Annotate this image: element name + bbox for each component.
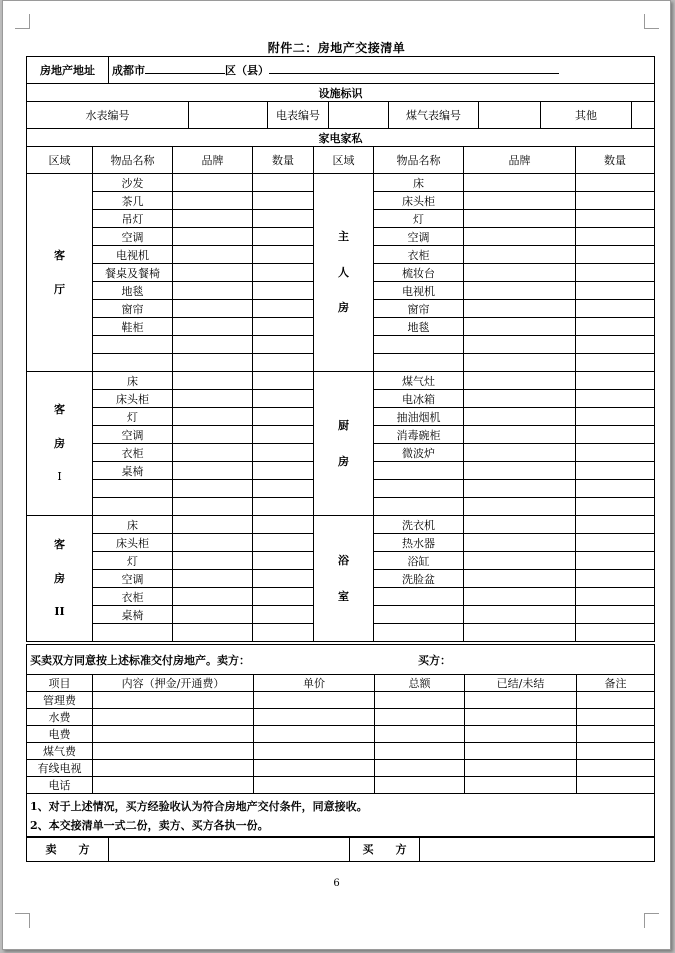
fee-cell: [465, 760, 577, 777]
fee-column-header: 内容（押金/开通费）: [93, 675, 254, 692]
fee-column-header: 项目: [27, 675, 93, 692]
fee-cell: [254, 726, 375, 743]
column-header: 品牌: [464, 147, 576, 174]
item-name: [93, 498, 173, 516]
fee-cell: [254, 692, 375, 709]
fee-cell: [465, 726, 577, 743]
area-right: [314, 174, 374, 372]
brand-cell: [173, 552, 253, 570]
fee-column-header: 单价: [254, 675, 375, 692]
item-name: [374, 480, 464, 498]
brand-cell: [464, 174, 576, 192]
fee-cell: [577, 709, 655, 726]
area-char: 厅: [54, 282, 65, 296]
item-name: 地毯: [374, 318, 464, 336]
fee-cell: [465, 692, 577, 709]
item-name: 微波炉: [374, 444, 464, 462]
document-page: [2, 0, 671, 950]
fee-item: 有线电视: [27, 760, 93, 777]
brand-cell: [173, 390, 253, 408]
item-name: [93, 336, 173, 354]
district-blank: [269, 63, 559, 74]
brand-cell: [173, 354, 253, 372]
brand-cell: [173, 570, 253, 588]
area-char: 室: [338, 589, 349, 603]
quantity-cell: [253, 408, 314, 426]
brand-cell: [464, 372, 576, 390]
item-name: 洗脸盆: [374, 570, 464, 588]
appliance-row: [27, 174, 655, 192]
brand-cell: [464, 624, 576, 642]
brand-cell: [464, 570, 576, 588]
area-char: 厨: [338, 418, 349, 432]
quantity-cell: [576, 606, 655, 624]
quantity-cell: [576, 570, 655, 588]
brand-cell: [173, 282, 253, 300]
item-name: 窗帘: [374, 300, 464, 318]
fee-cell: [375, 777, 465, 794]
fee-cell: [254, 709, 375, 726]
area-char: 房: [54, 571, 65, 585]
item-name: 梳妆台: [374, 264, 464, 282]
address-district: 区（县）: [225, 64, 269, 77]
quantity-cell: [253, 444, 314, 462]
fee-item: 电话: [27, 777, 93, 794]
quantity-cell: [576, 390, 655, 408]
fee-row: [27, 709, 655, 726]
area-char: 客: [54, 403, 65, 417]
corner-mark: [644, 14, 659, 29]
quantity-cell: [576, 588, 655, 606]
brand-cell: [464, 534, 576, 552]
quantity-cell: [253, 174, 314, 192]
fee-item: 煤气费: [27, 743, 93, 760]
item-name: 电视机: [93, 246, 173, 264]
item-name: [374, 624, 464, 642]
area-right: [314, 372, 374, 516]
quantity-cell: [576, 354, 655, 372]
address-table: [26, 56, 655, 84]
quantity-cell: [576, 318, 655, 336]
brand-cell: [464, 354, 576, 372]
facility-table: [26, 83, 655, 129]
brand-cell: [464, 516, 576, 534]
quantity-cell: [253, 498, 314, 516]
fee-row: [27, 743, 655, 760]
item-name: 桌椅: [93, 606, 173, 624]
area-char: 房: [338, 454, 349, 468]
fee-cell: [465, 743, 577, 760]
column-header: 物品名称: [374, 147, 464, 174]
column-header: 区域: [314, 147, 374, 174]
quantity-cell: [253, 210, 314, 228]
fee-cell: [375, 709, 465, 726]
seller-signature-field: [109, 837, 350, 862]
fee-cell: [93, 760, 254, 777]
item-name: 热水器: [374, 534, 464, 552]
quantity-cell: [253, 534, 314, 552]
column-header: 数量: [576, 147, 655, 174]
brand-cell: [173, 210, 253, 228]
corner-mark: [15, 913, 30, 928]
item-name: 桌椅: [93, 462, 173, 480]
fee-cell: [93, 743, 254, 760]
item-name: 茶几: [93, 192, 173, 210]
brand-cell: [173, 588, 253, 606]
brand-cell: [173, 318, 253, 336]
area-char: 浴: [338, 553, 349, 567]
quantity-cell: [253, 390, 314, 408]
quantity-cell: [253, 588, 314, 606]
area-char: 客: [54, 538, 65, 552]
fee-cell: [577, 760, 655, 777]
fee-cell: [577, 692, 655, 709]
fee-row: [27, 777, 655, 794]
notes-cell: [27, 794, 655, 838]
fee-cell: [254, 743, 375, 760]
note-line: 1、对于上述情况，买方经验收认为符合房地产交付条件，同意接收。: [30, 799, 368, 813]
area-left: [27, 372, 93, 516]
fee-cell: [577, 777, 655, 794]
fee-column-header: 备注: [577, 675, 655, 692]
quantity-cell: [253, 300, 314, 318]
quantity-cell: [253, 354, 314, 372]
gas-meter-value: [479, 102, 541, 129]
quantity-cell: [253, 570, 314, 588]
area-right: [314, 516, 374, 642]
quantity-cell: [253, 246, 314, 264]
item-name: [374, 498, 464, 516]
brand-cell: [173, 624, 253, 642]
item-name: [374, 588, 464, 606]
quantity-cell: [253, 192, 314, 210]
fee-column-header: 已结/未结: [465, 675, 577, 692]
area-char: 人: [338, 265, 349, 279]
item-name: 灯: [374, 210, 464, 228]
quantity-cell: [576, 498, 655, 516]
quantity-cell: [576, 210, 655, 228]
quantity-cell: [576, 246, 655, 264]
quantity-cell: [576, 480, 655, 498]
item-name: 床: [374, 174, 464, 192]
area-left: [27, 516, 93, 642]
brand-cell: [173, 516, 253, 534]
area-char: 客: [54, 248, 65, 262]
brand-cell: [173, 264, 253, 282]
item-name: 洗衣机: [374, 516, 464, 534]
fee-cell: [93, 777, 254, 794]
fee-cell: [375, 743, 465, 760]
fee-cell: [375, 760, 465, 777]
fee-item: 水费: [27, 709, 93, 726]
item-name: 灯: [93, 408, 173, 426]
item-name: 餐桌及餐椅: [93, 264, 173, 282]
item-name: [93, 354, 173, 372]
brand-cell: [173, 192, 253, 210]
quantity-cell: [576, 228, 655, 246]
brand-cell: [173, 336, 253, 354]
fee-cell: [375, 726, 465, 743]
quantity-cell: [576, 552, 655, 570]
item-name: 窗帘: [93, 300, 173, 318]
quantity-cell: [576, 282, 655, 300]
item-name: [374, 336, 464, 354]
fee-row: [27, 692, 655, 709]
electric-meter-value: [329, 102, 389, 129]
buyer-signature-label: 买 方: [350, 837, 420, 862]
item-name: 浴缸: [374, 552, 464, 570]
area-char: I: [57, 470, 62, 484]
quantity-cell: [253, 336, 314, 354]
fee-cell: [254, 777, 375, 794]
area-char: 主: [338, 230, 349, 244]
quantity-cell: [576, 516, 655, 534]
brand-cell: [464, 282, 576, 300]
brand-cell: [173, 426, 253, 444]
column-header: 品牌: [173, 147, 253, 174]
brand-cell: [464, 246, 576, 264]
other-label: 其他: [541, 102, 632, 129]
quantity-cell: [253, 516, 314, 534]
quantity-cell: [576, 534, 655, 552]
brand-cell: [173, 462, 253, 480]
quantity-cell: [576, 408, 655, 426]
brand-cell: [464, 210, 576, 228]
item-name: 空调: [93, 228, 173, 246]
quantity-cell: [253, 552, 314, 570]
brand-cell: [464, 552, 576, 570]
quantity-cell: [576, 426, 655, 444]
agreement-text: 买卖双方同意按上述标准交付房地产。卖方：: [30, 653, 250, 667]
quantity-cell: [576, 336, 655, 354]
city-blank: [145, 63, 225, 74]
fee-cell: [577, 726, 655, 743]
item-name: [93, 624, 173, 642]
brand-cell: [173, 246, 253, 264]
item-name: 床头柜: [93, 390, 173, 408]
address-label: 房地产地址: [27, 57, 109, 84]
item-name: 消毒碗柜: [374, 426, 464, 444]
item-name: 沙发: [93, 174, 173, 192]
item-name: 空调: [93, 570, 173, 588]
fee-cell: [254, 760, 375, 777]
fee-cell: [93, 726, 254, 743]
quantity-cell: [253, 318, 314, 336]
fee-row: [27, 726, 655, 743]
water-meter-label: 水表编号: [27, 102, 189, 129]
fee-cell: [577, 743, 655, 760]
item-name: 床头柜: [93, 534, 173, 552]
item-name: 床: [93, 372, 173, 390]
item-name: 床: [93, 516, 173, 534]
quantity-cell: [253, 462, 314, 480]
fee-item: 管理费: [27, 692, 93, 709]
appliance-row: [27, 516, 655, 534]
fee-item: 电费: [27, 726, 93, 743]
area-left: [27, 174, 93, 372]
item-name: 衣柜: [93, 444, 173, 462]
page-number: 6: [333, 878, 340, 889]
brand-cell: [464, 300, 576, 318]
brand-cell: [173, 480, 253, 498]
brand-cell: [173, 606, 253, 624]
note-line: 2、本交接清单一式二份，卖方、买方各执一份。: [30, 818, 269, 832]
appliance-header: 家电家私: [27, 129, 655, 147]
item-name: 地毯: [93, 282, 173, 300]
brand-cell: [464, 192, 576, 210]
item-name: [374, 462, 464, 480]
item-name: [93, 480, 173, 498]
address-value: [109, 57, 655, 84]
gas-meter-label: 煤气表编号: [389, 102, 479, 129]
address-city: 成都市: [112, 64, 145, 77]
quantity-cell: [576, 444, 655, 462]
quantity-cell: [253, 426, 314, 444]
quantity-cell: [576, 174, 655, 192]
brand-cell: [464, 498, 576, 516]
item-name: 衣柜: [374, 246, 464, 264]
item-name: 灯: [93, 552, 173, 570]
quantity-cell: [576, 192, 655, 210]
quantity-cell: [253, 264, 314, 282]
electric-meter-label: 电表编号: [268, 102, 329, 129]
brand-cell: [173, 534, 253, 552]
brand-cell: [464, 426, 576, 444]
document-title: 附件二：房地产交接清单: [267, 41, 406, 55]
brand-cell: [173, 498, 253, 516]
item-name: 煤气灶: [374, 372, 464, 390]
item-name: 抽油烟机: [374, 408, 464, 426]
fee-cell: [375, 692, 465, 709]
quantity-cell: [253, 228, 314, 246]
fee-cell: [465, 777, 577, 794]
brand-cell: [464, 606, 576, 624]
fee-column-header: 总额: [375, 675, 465, 692]
buyer-signature-field: [420, 837, 655, 862]
brand-cell: [173, 300, 253, 318]
facility-header: 设施标识: [27, 84, 655, 102]
corner-mark: [644, 913, 659, 928]
brand-cell: [173, 408, 253, 426]
brand-cell: [464, 408, 576, 426]
item-name: 床头柜: [374, 192, 464, 210]
quantity-cell: [253, 480, 314, 498]
agreement-row: [27, 645, 655, 675]
signature-table: [26, 836, 655, 862]
item-name: 空调: [93, 426, 173, 444]
item-name: 鞋柜: [93, 318, 173, 336]
quantity-cell: [576, 624, 655, 642]
quantity-cell: [576, 264, 655, 282]
item-name: 空调: [374, 228, 464, 246]
brand-cell: [173, 174, 253, 192]
water-meter-value: [189, 102, 268, 129]
fee-row: [27, 760, 655, 777]
brand-cell: [173, 372, 253, 390]
quantity-cell: [576, 372, 655, 390]
item-name: 衣柜: [93, 588, 173, 606]
brand-cell: [173, 228, 253, 246]
fee-cell: [93, 692, 254, 709]
brand-cell: [464, 336, 576, 354]
quantity-cell: [253, 282, 314, 300]
brand-cell: [464, 228, 576, 246]
fees-table: [26, 644, 655, 838]
column-header: 区域: [27, 147, 93, 174]
quantity-cell: [253, 606, 314, 624]
seller-signature-label: 卖 方: [27, 837, 109, 862]
brand-cell: [464, 264, 576, 282]
item-name: [374, 354, 464, 372]
column-header: 数量: [253, 147, 314, 174]
brand-cell: [464, 480, 576, 498]
corner-mark: [15, 14, 30, 29]
brand-cell: [464, 444, 576, 462]
item-name: [374, 606, 464, 624]
quantity-cell: [253, 372, 314, 390]
quantity-cell: [576, 300, 655, 318]
fee-cell: [465, 709, 577, 726]
brand-cell: [464, 318, 576, 336]
brand-cell: [464, 462, 576, 480]
area-char: 房: [54, 436, 65, 450]
quantity-cell: [253, 624, 314, 642]
other-value: [632, 102, 655, 129]
item-name: 吊灯: [93, 210, 173, 228]
agreement-buyer: 买方：: [418, 653, 451, 667]
item-name: 电视机: [374, 282, 464, 300]
item-name: 电冰箱: [374, 390, 464, 408]
brand-cell: [173, 444, 253, 462]
appliance-table: [26, 128, 655, 642]
column-header: 物品名称: [93, 147, 173, 174]
brand-cell: [464, 588, 576, 606]
brand-cell: [464, 390, 576, 408]
fee-cell: [93, 709, 254, 726]
appliance-row: [27, 372, 655, 390]
quantity-cell: [576, 462, 655, 480]
area-char: II: [54, 605, 65, 619]
area-char: 房: [338, 301, 349, 315]
